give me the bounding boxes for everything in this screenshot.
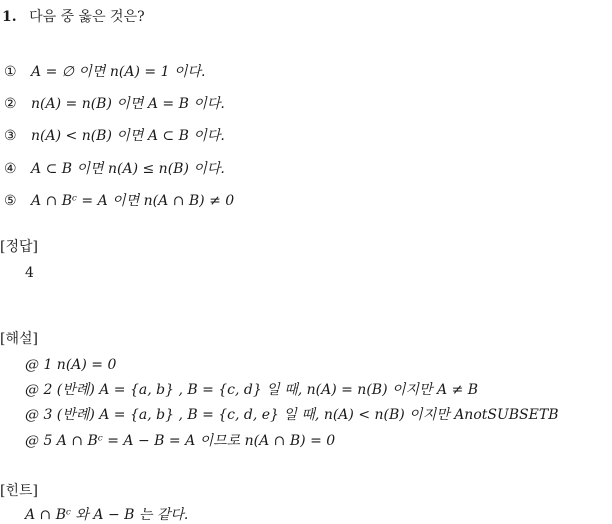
question-number: 1. bbox=[2, 9, 17, 25]
explanation-line-4: @ 5 A ∩ Bᶜ = A − B = A 이므로 n(A ∩ B) = 0 bbox=[25, 433, 336, 449]
choice-1[interactable] bbox=[4, 63, 205, 81]
hint-label: [힌트] bbox=[0, 483, 38, 499]
choice-2-text: n(A) = n(B) 이면 A = B 이다. bbox=[31, 96, 225, 112]
choice-3-text: n(A) < n(B) 이면 A ⊂ B 이다. bbox=[31, 128, 225, 144]
explanation-line-3: @ 3 (반례) A = {a, b} , B = {c, d, e} 일 때, n(A) < n(B) 이지만 AnotSUBSETB bbox=[25, 407, 559, 423]
choice-1-mark: ① bbox=[4, 64, 17, 80]
explanation-label: [해설] bbox=[0, 331, 38, 347]
choice-3-mark: ③ bbox=[4, 128, 17, 144]
choice-5[interactable] bbox=[4, 192, 234, 210]
question-text: 다음 중 옳은 것은? bbox=[29, 9, 145, 25]
choice-5-text: A ∩ Bᶜ = A 이면 n(A ∩ B) ≠ 0 bbox=[31, 193, 235, 209]
answer-label: [정답] bbox=[0, 239, 38, 255]
choice-1-text: A = ∅ 이면 n(A) = 1 이다. bbox=[31, 64, 206, 80]
choice-4-text: A ⊂ B 이면 n(A) ≤ n(B) 이다. bbox=[31, 161, 225, 177]
explanation-line-2: @ 2 (반례) A = {a, b} , B = {c, d} 일 때, n(A) = n(B) 이지만 A ≠ B bbox=[25, 382, 479, 398]
choice-2-mark: ② bbox=[4, 96, 17, 112]
answer-value: 4 bbox=[25, 265, 34, 281]
question-header bbox=[2, 8, 145, 26]
explanation-line-1: @ 1 n(A) = 0 bbox=[25, 357, 117, 373]
choice-3[interactable] bbox=[4, 127, 225, 145]
choice-5-mark: ⑤ bbox=[4, 193, 17, 209]
hint-text: A ∩ Bᶜ 와 A − B 는 같다. bbox=[25, 507, 189, 523]
choice-4-mark: ④ bbox=[4, 161, 17, 177]
choice-4[interactable] bbox=[4, 160, 225, 178]
choice-2[interactable] bbox=[4, 95, 225, 113]
